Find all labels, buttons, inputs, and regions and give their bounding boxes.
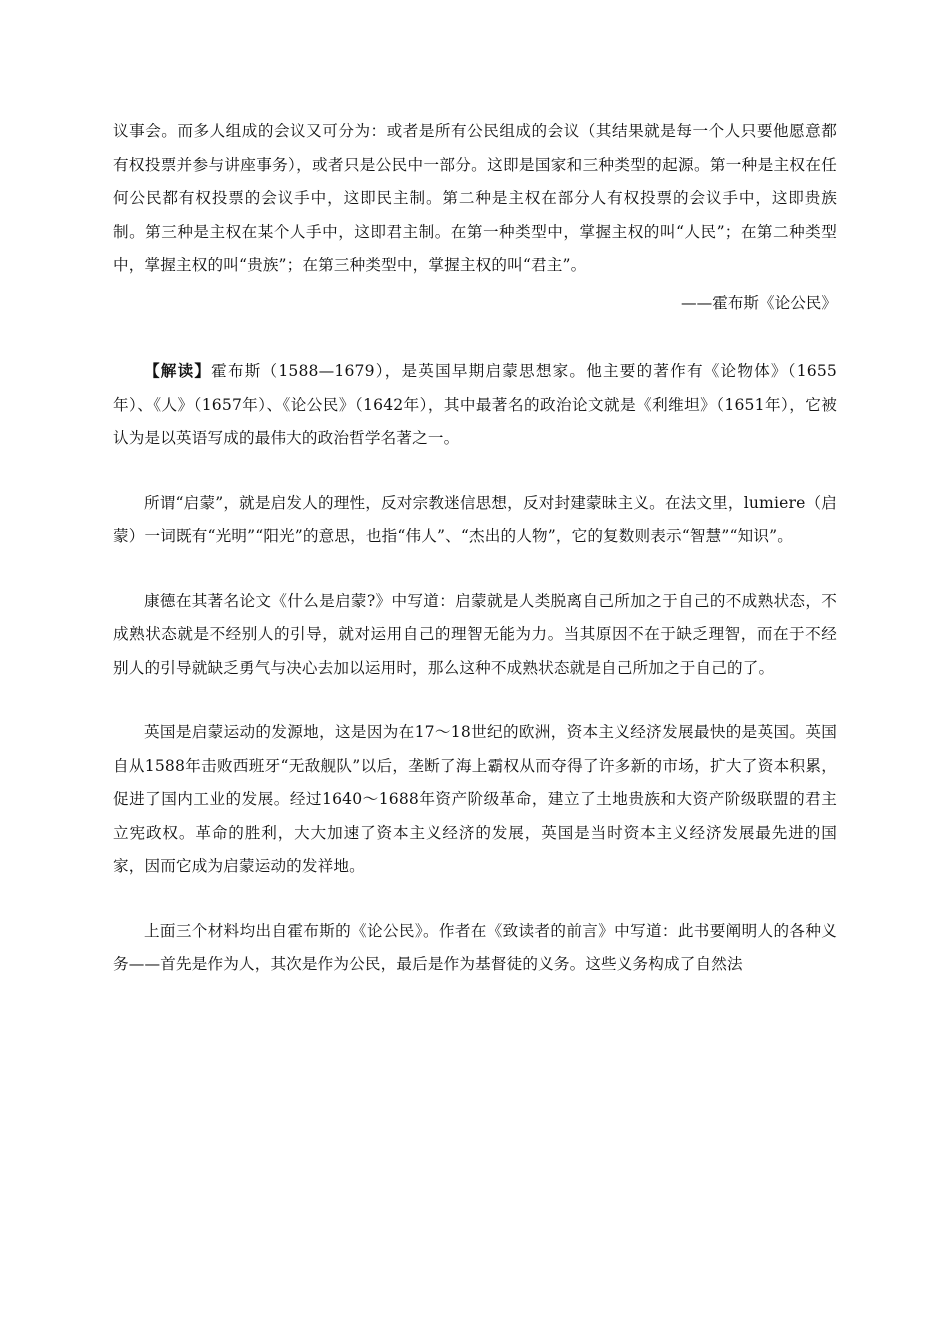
interpretation-paragraph [113,354,837,456]
england-paragraph: 英国是启蒙运动的发源地，这是因为在17～18世纪的欧洲，资本主义经济发展最快的是英国。英国自从1588年击败西班牙“无敌舰队”以后，垄断了海上霸权从而夺得了许多新的市场，扩大了资本积累，促进了国内工业的发展。经过1640～1688年资产阶级革命，建立了土地贵族和大资产阶级联盟的君主立宪政权。革命的胜利，大大加速了资本主义经济的发展，英国是当时资本主义经济发展最先进的国家，因而它成为启蒙运动的发祥地。 [113,723,837,875]
kant-paragraph: 康德在其著名论文《什么是启蒙?》中写道：启蒙就是人类脱离自己所加之于自己的不成熟状态，不成熟状态就是不经别人的引导，就对运用自己的理智无能为力。当其原因不在于缺乏理智，而在于不经别人的引导就缺乏勇气与决心去加以运用时，那么这种不成熟状态就是自己所加之于自己的了。 [113,591,837,677]
materials-paragraph: 上面三个材料均出自霍布斯的《论公民》。作者在《致读者的前言》中写道：此书要阐明人的各种义务——首先是作为人，其次是作为公民，最后是作为基督徒的义务。这些义务构成了自然法 [113,921,837,973]
quote-source: ——霍布斯《论公民》 [681,293,837,312]
enlightenment-paragraph: 所谓“启蒙”，就是启发人的理性，反对宗教迷信思想，反对封建蒙昧主义。在法文里，lumiere（启蒙）一词既有“光明”“阳光”的意思，也指“伟人”、“杰出的人物”，它的复数则表示“智慧”“知识”。 [113,493,838,545]
document-page [113,115,837,982]
interpretation-text: 霍布斯（1588—1679），是英国早期启蒙思想家。他主要的著作有《论物体》（1655年）、《人》（1657年）、《论公民》（1642年），其中最著名的政治论文就是《利维坦》（1651年），它被认为是以英语写成的最伟大的政治哲学名著之一。 [113,362,837,447]
interpretation-label: 【解读】 [144,361,212,380]
quote-paragraph: 议事会。而多人组成的会议又可分为：或者是所有公民组成的会议（其结果就是每一个人只要他愿意都有权投票并参与讲座事务），或者只是公民中一部分。这即是国家和三种类型的起源。第一种是主权在任何公民都有权投票的会议手中，这即民主制。第二种是主权在部分人有权投票的会议手中，这即贵族制。第三种是主权在某个人手中，这即君主制。在第一种类型中，掌握主权的叫“人民”；在第二种类型中，掌握主权的叫“贵族”；在第三种类型中，掌握主权的叫“君主”。 [113,122,837,274]
